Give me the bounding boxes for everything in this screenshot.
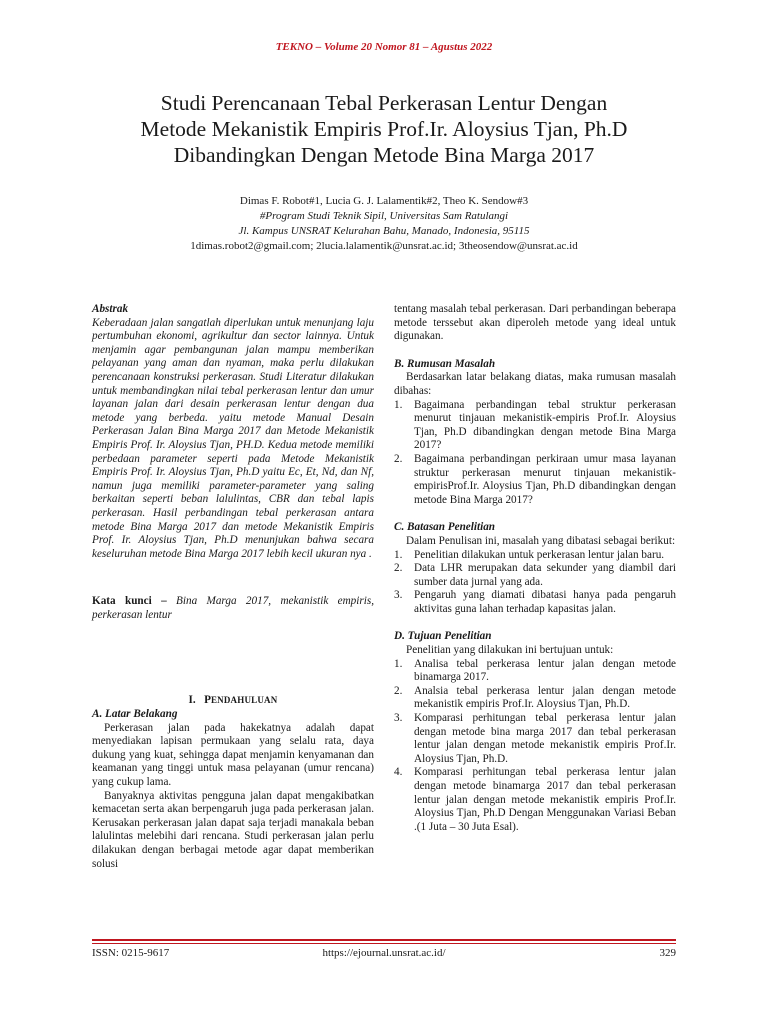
footer-rule	[92, 939, 676, 941]
section-title-first: P	[204, 694, 211, 707]
list-item: 3. Pengaruh yang diamati dibatasi hanya pada pengaruh aktivitas guna lahan terhadap kapasitas jalan.	[394, 589, 676, 615]
keywords	[92, 595, 374, 622]
batasan-intro: Dalam Penulisan ini, masalah yang dibatasi sebagai berikut:	[406, 534, 676, 547]
tujuan-list	[394, 658, 676, 835]
title-line-3: Dibandingkan Dengan Metode Bina Marga 2017	[173, 143, 595, 167]
keywords-label: Kata kunci –	[92, 595, 167, 608]
section-heading-introduction	[92, 694, 374, 708]
section-number: I.	[188, 694, 196, 707]
batasan-list	[394, 549, 676, 617]
title-line-1: Studi Perencanaan Tebal Perkerasan Lentur Dengan	[160, 91, 608, 115]
list-item: 1. Analisa tebal perkerasa lentur jalan dengan metode binamarga 2017.	[394, 657, 676, 684]
intro-paragraph-1: Perkerasan jalan pada hakekatnya adalah dapat menyediakan lapisan permukaan yang selalu rata, daya dukung yang kuat, sehingga dapat menjamin kenyamanan dan keamanan yang tinggi untuk masa pelayanan (umur rencana) yang cukup lama.	[92, 721, 374, 789]
title-line-2: Metode Mekanistik Empiris Prof.Ir. Aloysius Tjan, Ph.D	[140, 117, 628, 141]
list-item: 1. Bagaimana perbandingan tebal struktur perkerasan menurut tinjauan mekanistik-empiris Prof.Ir. Aloysius Tjan, Ph.D dibandingkan dengan metode Bina Marga 2017?	[394, 398, 676, 452]
tujuan-intro: Penelitian yang dilakukan ini bertujuan untuk:	[406, 644, 614, 657]
section-title-rest: ENDAHULUAN	[210, 695, 278, 706]
footer-url[interactable]: https://ejournal.unsrat.ac.id/	[322, 947, 446, 959]
rumusan-list	[394, 399, 676, 508]
intro-continuation: tentang masalah tebal perkerasan. Dari perbandingan beberapa metode terssebut akan diperoleh metode yang ideal untuk digunakan.	[394, 303, 676, 343]
author-address: Jl. Kampus UNSRAT Kelurahan Bahu, Manado, Indonesia, 95115	[238, 225, 530, 237]
right-column	[394, 303, 676, 834]
keywords-text: Bina Marga 2017, mekanistik empiris, perkerasan lentur	[92, 595, 375, 621]
footer-rule-thin	[92, 943, 676, 944]
paper-title	[80, 90, 688, 168]
author-names: Dimas F. Robot#1, Lucia G. J. Lalamentik#2, Theo K. Sendow#3	[239, 195, 529, 207]
left-column	[92, 303, 374, 871]
intro-paragraph-2: Banyaknya aktivitas pengguna jalan dapat mengakibatkan kemacetan serta akan berpengaruh juga pada perkerasan jalan. Kerusakan perkerasan jalan dapat saja terjadi manakala beban lalulintas melebihi dari rencana. Studi perkerasan jalan perlu dilakukan dengan berbagai metode agar dapat memberikan solusi	[92, 789, 374, 870]
list-item: 2. Data LHR merupakan data sekunder yang diambil dari sumber data jurnal yang ada.	[394, 562, 676, 588]
abstract-heading: Abstrak	[92, 303, 129, 315]
subheading-batasan-penelitian: C. Batasan Penelitian	[394, 521, 496, 534]
subheading-tujuan-penelitian: D. Tujuan Penelitian	[394, 630, 492, 643]
footer-issn: ISSN: 0215-9617	[92, 947, 170, 959]
rumusan-intro: Berdasarkan latar belakang diatas, maka rumusan masalah dibahas:	[394, 371, 676, 397]
page-number: 329	[659, 947, 676, 959]
subheading-rumusan-masalah: B. Rumusan Masalah	[394, 357, 496, 370]
list-item: 4. Komparasi perhitungan tebal perkerasa lentur jalan dengan metode binamarga 2017 dan tebal perkerasan lentur jalan dengan metode mekanistik empiris Prof.Ir. Aloysius Tjan, Ph.D Dengan Menggunakan Variasi Beban .(1 Juta – 30 Juta Esal).	[394, 766, 676, 833]
author-block	[60, 194, 708, 254]
abstract-text: Keberadaan jalan sangatlah diperlukan untuk menunjang laju pertumbuhan ekonomi, agrikultur dan sector lainnya. Untuk menjamin agar pembangunan jalan mampu memberikan pelayanan yang aman dan nyaman, maka perlu dilakukan perencanaan konstruksi perkerasan. Studi Literatur dilakukan untuk membandingkan nilai tebal perkerasan lentur dan umur layanan jalan dari desain perkerasan lentur dengan dua metode yang berbeda. yaitu metode Manual Desain Perkerasan Jalan Bina Marga 2017 dan Metode Mekanistik Empiris Prof. Ir. Aloysius Tjan, PH.D. Kedua metode memiliki perbedaan parameter seperti pada Metode Mekanistik Empiris Prof. Ir. Aloysius Tjan, Ph.D yaitu Ec, Et, Nd, dan Nf, namun juga memiliki parameter-parameter yang saling berkaitan seperti beban lalulintas, CBR dan tebal lapis perkerasan. Hasil perbandingan tebal perkerasan antara metode Bina Marga 2017 dan metode Mekanistik Empiris Prof. Ir. Aloysius Tjan, Ph.D menunjukan bahwa secara keseluruhan metode Bina Marga 2017 lebih kecil ukuran nya .	[92, 316, 374, 560]
list-item: 1. Penelitian dilakukan untuk perkerasan lentur jalan baru.	[394, 548, 665, 561]
subheading-latar-belakang: A. Latar Belakang	[92, 708, 178, 721]
journal-header: TEKNO – Volume 20 Nomor 81 – Agustus 2022	[275, 41, 493, 53]
list-item: 3. Komparasi perhitungan tebal perkerasa lentur jalan dengan metode bina marga 2017 dan tebal perkerasan lentur jalan dengan metode mekanistik empiris Prof.Ir. Aloysius Tjan, Ph.D.	[394, 712, 676, 765]
list-item: 2. Analsia tebal perkerasa lentur jalan dengan metode mekanistik empiris Prof.Ir. Aloysius Tjan, Ph.D.	[394, 684, 676, 711]
list-item: 2. Bagaimana perbandingan perkiraan umur masa layanan struktur perkerasan menurut tinjauan mekanistik-empirisProf.Ir. Aloysius Tjan, Ph.D dibandingkan dengan metode Bina Marga 2017?	[394, 452, 676, 506]
author-affiliation: #Program Studi Teknik Sipil, Universitas Sam Ratulangi	[259, 210, 509, 222]
author-emails: 1dimas.robot2@gmail.com; 2lucia.lalamentik@unsrat.ac.id; 3theosendow@unsrat.ac.id	[190, 240, 578, 252]
